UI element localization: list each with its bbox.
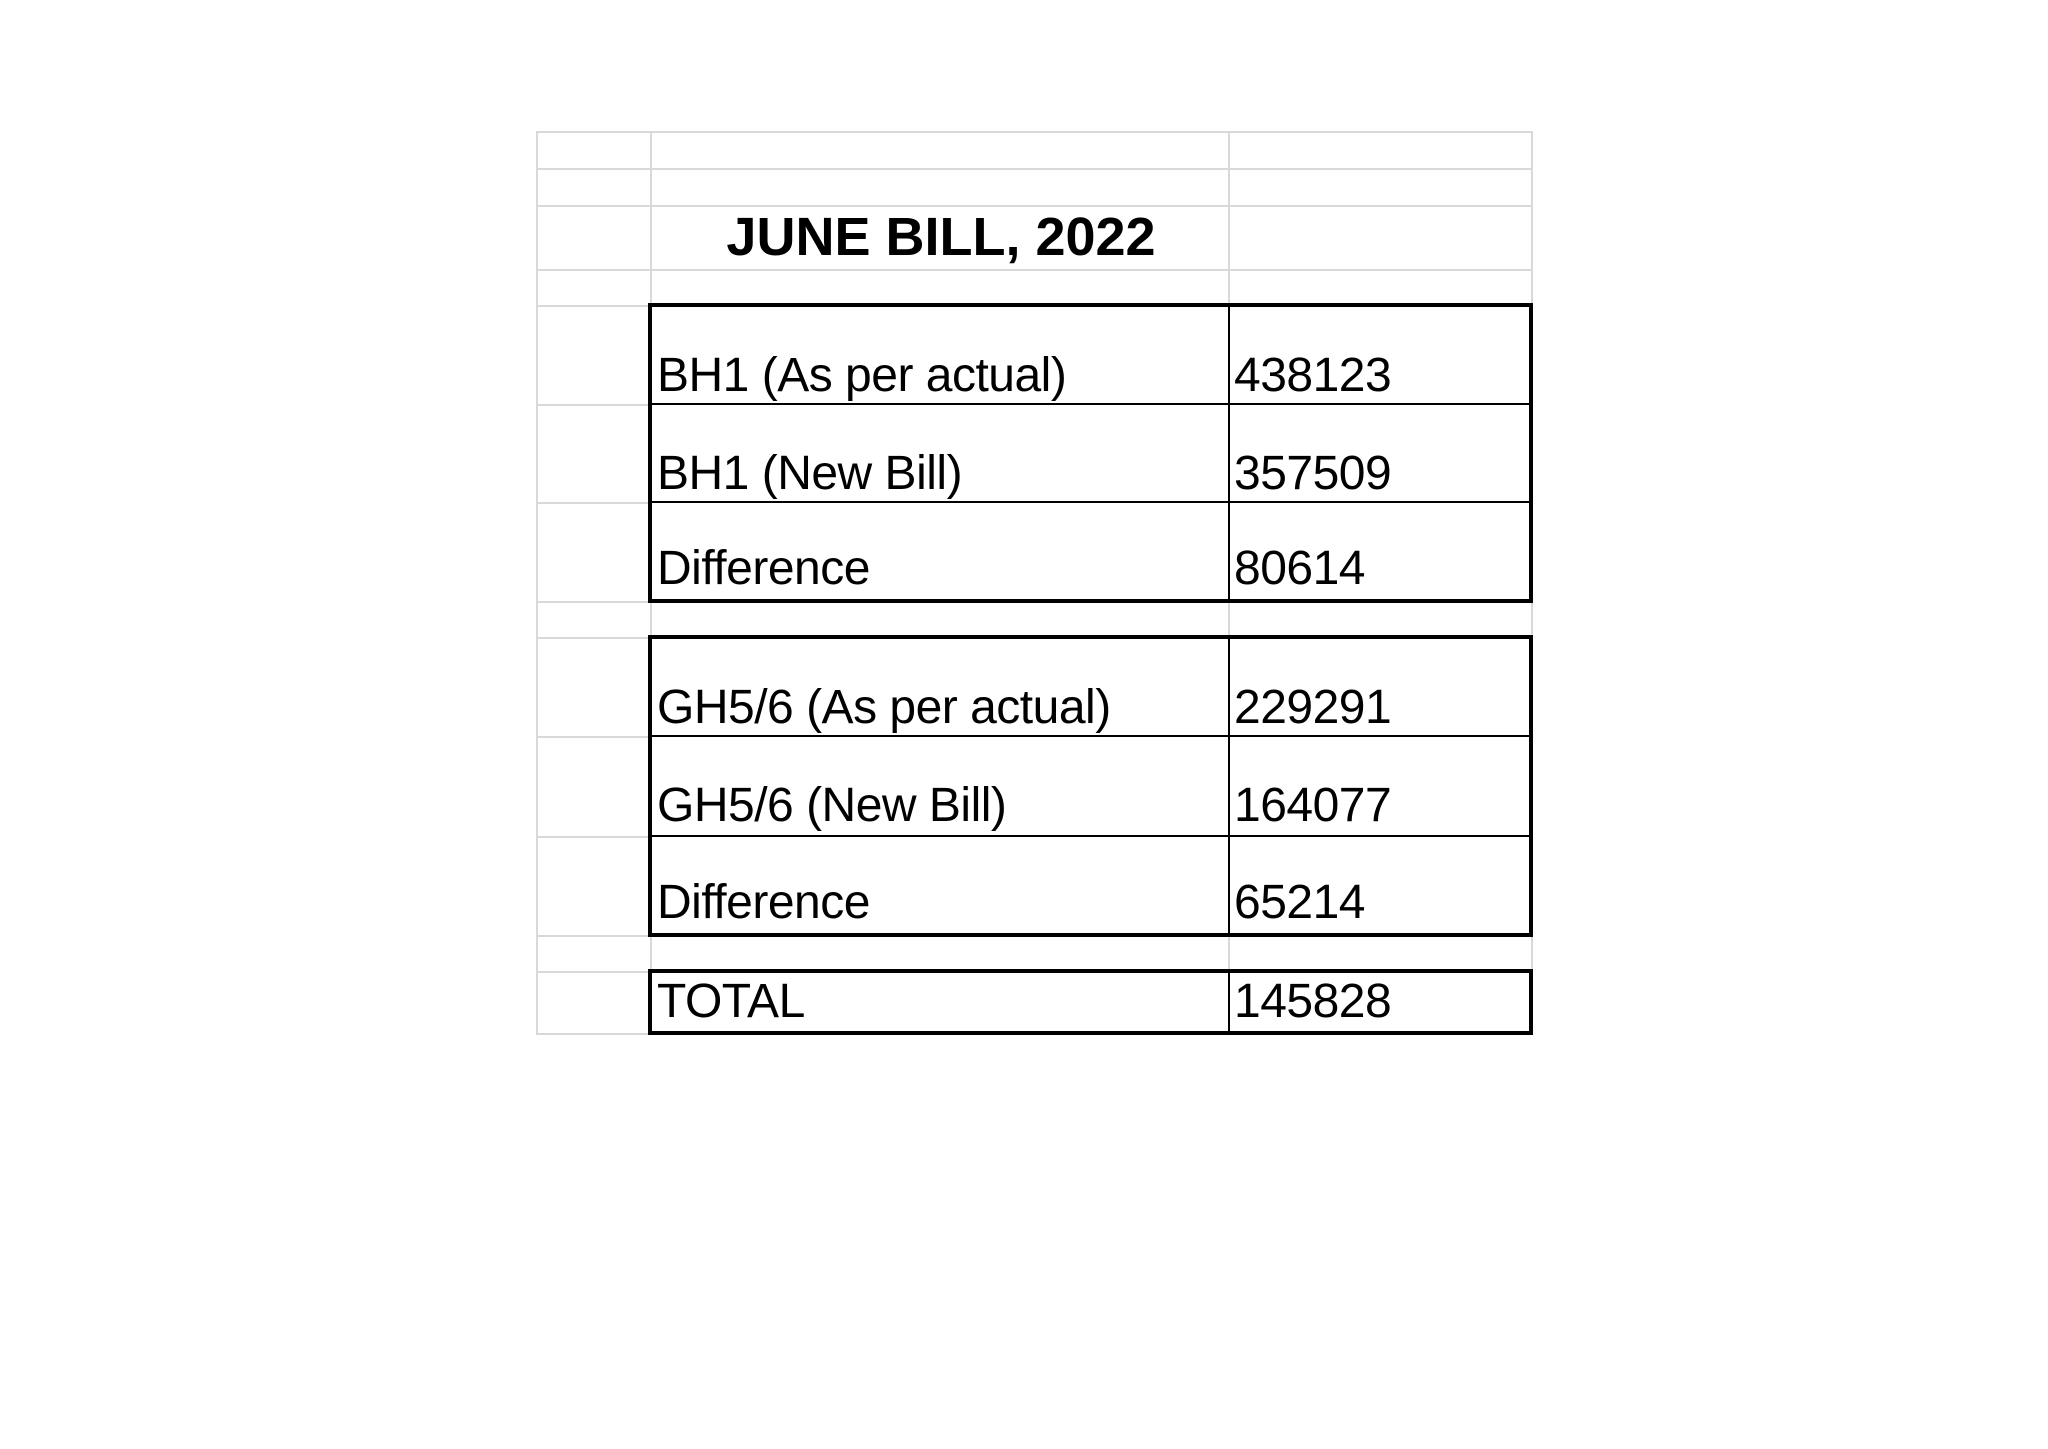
row-value: 357509 [1234,447,1392,500]
row-label: Difference [657,876,870,929]
column-divider [1228,637,1230,935]
row-divider [650,735,1531,737]
row-label: BH1 (As per actual) [657,349,1067,402]
row-value: 65214 [1234,876,1365,929]
column-divider [1228,305,1230,601]
row-value: 229291 [1234,681,1392,734]
row-label: GH5/6 (As per actual) [657,681,1111,734]
row-value: 80614 [1234,542,1365,595]
row-divider [650,835,1531,837]
row-label: BH1 (New Bill) [657,447,963,500]
row-label: GH5/6 (New Bill) [657,779,1007,832]
bill-title: JUNE BILL, 2022 [726,207,1156,267]
row-value: 438123 [1234,349,1392,402]
total-value: 145828 [1234,975,1392,1028]
row-value: 164077 [1234,779,1392,832]
row-divider [650,403,1531,405]
total-label: TOTAL [657,975,805,1028]
row-divider [650,501,1531,503]
column-divider [1228,971,1230,1033]
row-label: Difference [657,542,870,595]
